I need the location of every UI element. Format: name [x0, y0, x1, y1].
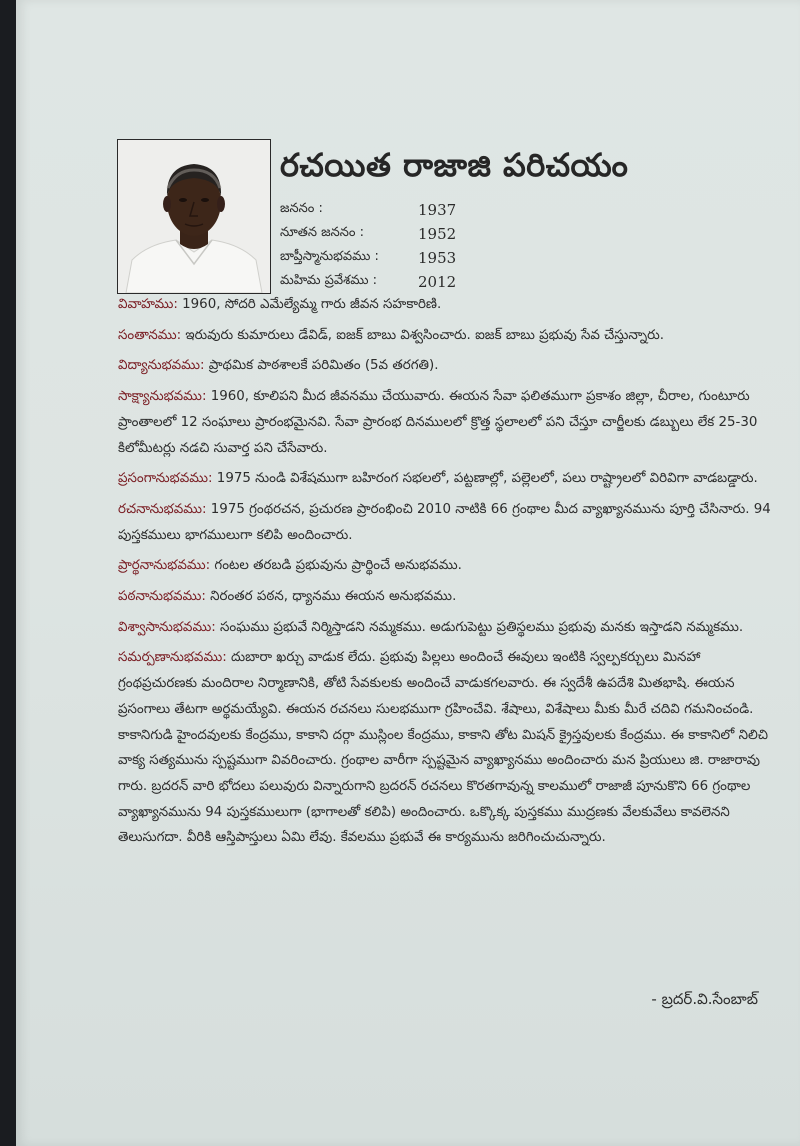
fact-row-new-birth — [280, 222, 456, 246]
paragraph-label: రచనానుభవము: — [118, 501, 207, 517]
paragraph-faith — [118, 615, 778, 641]
paragraph-prayer — [118, 553, 778, 579]
paragraph-text: గంటల తరబడి ప్రభువును ప్రార్థించే అనుభవము. — [210, 558, 462, 574]
paragraph-text: దుబారా ఖర్చు వాడుక లేదు. ప్రభువు పిల్లలు అందించే ఈవులు ఇంటికి స్వల్పకర్చులు మినహా గ్రంథప్రచురణకు మందిరాల నిర్మాణానికి, తోటి సేవకులకు అందించే వాడుకగలవారు. ఈ స్వదేశీ ఉపదేశి మితభాషి. ఈయన ప్రసంగాలు తేటగా అర్థమయ్యేవి. ఈయన రచనలు సులభముగా గ్రహించేవి. శేషాలు, విశేషాలు మీకు మీరే చదివి గమనించండి. కాకానిగుడి హైందవులకు కేంద్రము, కాకాని దర్గా ముస్లింల కేంద్రము, కాకాని తోట మిషన్ క్రైస్తవులకు కేంద్రము. ఈ కాకానిలో నిలిచి వాక్య సత్యమును స్పష్టముగా వివరించారు. గ్రంథాల వారీగా స్పష్టమైన వ్యాఖ్యానము అందించారు మన ప్రియులు జి. రాజారావు గారు. బ్రదరన్ వారి భోదలు పలువురు విన్నారుగాని బ్రదరన్ రచనలు కొరతగావున్న కాలములో రాజాజీ పూనుకొని 66 గ్రంథాల వ్యాఖ్యానమును 94 పుస్తకములుగా (భాగాలతో కలిపి) అందించారు. ఒక్కొక్క పుస్తకము ముద్రణకు వేలకువేలు కావలెనని తెలుసుగదా. వీరికి ఆస్తిపాస్తులు ఏమి లేవు. కేవలము ప్రభువే ఈ కార్యమును జరిగించుచున్నారు. — [118, 650, 769, 846]
author-portrait-image — [118, 140, 270, 293]
paragraph-label: పఠనానుభవము: — [118, 589, 206, 605]
fact-value: 1953 — [418, 249, 457, 267]
paragraph-text: 1975 నుండి విశేషముగా బహిరంగ సభలలో, పట్టణాల్లో, పల్లెలలో, పలు రాష్ట్రాలలో విరివిగా వాడబడ్డారు. — [212, 471, 758, 487]
paragraph-text: నిరంతర పఠన, ధ్యానము ఈయన అనుభవము. — [205, 589, 457, 605]
author-facts — [280, 198, 456, 294]
paragraph-testimony — [118, 384, 778, 461]
paragraph-preaching — [118, 466, 778, 492]
paragraph-text: సంఘము ప్రభువే నిర్మిస్తాడని నమ్మకము. అడుగుపెట్టు ప్రతిస్థలము ప్రభువు మనకు ఇస్తాడని నమ్మకము. — [215, 619, 744, 635]
fact-label: మహిమ ప్రవేశము : — [280, 273, 378, 288]
paragraph-label: వివాహము: — [118, 297, 178, 312]
paragraph-label: విద్యానుభవము: — [118, 358, 205, 374]
paragraph-text: 1960, సోదరి ఎమేల్యేమ్మ గారు జీవన సహకారిణి. — [177, 297, 442, 312]
paragraph-writing — [118, 497, 778, 548]
fact-label: బాప్తీస్మానుభవము : — [280, 249, 379, 264]
fact-row-baptism — [280, 246, 456, 270]
fact-value: 2012 — [418, 273, 457, 291]
fact-label: జననం : — [280, 201, 323, 216]
fact-row-birth — [280, 198, 456, 222]
page-title: రచయిత రాజాజి పరిచయం — [280, 146, 629, 184]
paragraph-text: 1975 గ్రంథరచన, ప్రచురణ ప్రారంభించి 2010 నాటికి 66 గ్రంథాల మీద వ్యాఖ్యానమును పూర్తి చేసినారు. 94 పుస్తకములు భాగములుగా కలిపి అందించారు. — [118, 501, 771, 543]
paragraph-reading — [118, 584, 778, 610]
paragraph-children — [118, 323, 778, 349]
paragraph-education — [118, 353, 778, 379]
fact-value: 1952 — [418, 225, 457, 243]
signature: - బ్రదర్.వి.సేంబాబ్ — [651, 990, 758, 1008]
paragraph-marriage — [118, 292, 778, 318]
paragraph-label: సంతానము: — [118, 327, 182, 343]
paragraph-label: ప్రార్థనానుభవము: — [118, 558, 211, 574]
paragraph-text: 1960, కూలిపని మీద జీవనము చేయువారు. ఈయన సేవా ఫలితముగా ప్రకాశం జిల్లా, చీరాల, గుంటూరు ప్రాంతాలలో 12 సంఘాలు ప్రారంభమైనవి. సేవా ప్రారంభ దినములలో క్రొత్త స్థలాలలో పని చేస్తూ చార్జీలకు డబ్బులు లేక 25-30 కిలోమీటర్లు నడచి సువార్త పని చేసేవారు. — [118, 389, 758, 456]
paragraph-label: సమర్పణానుభవము: — [118, 650, 227, 666]
paragraph-label: ప్రసంగానుభవము: — [118, 471, 213, 487]
paragraph-label: విశ్వాసానుభవము: — [118, 619, 216, 635]
paragraph-label: సాక్ష్యానుభవము: — [118, 389, 207, 405]
fact-row-glory-entry — [280, 270, 456, 294]
fact-value: 1937 — [418, 201, 457, 219]
paragraph-text: ప్రాథమిక పాఠశాలకే పరిమితం (5వ తరగతి). — [204, 358, 439, 374]
paragraph-dedication — [118, 645, 778, 851]
paragraph-text: ఇరువురు కుమారులు డేవిడ్, ఐజక్ బాబు విశ్వసించారు. ఐజక్ బాబు ప్రభువు సేవ చేస్తున్నారు. — [181, 327, 664, 343]
author-photo — [117, 139, 271, 294]
biography-text — [118, 292, 778, 856]
fact-label: నూతన జననం : — [280, 225, 365, 240]
book-back-cover — [16, 0, 800, 1146]
